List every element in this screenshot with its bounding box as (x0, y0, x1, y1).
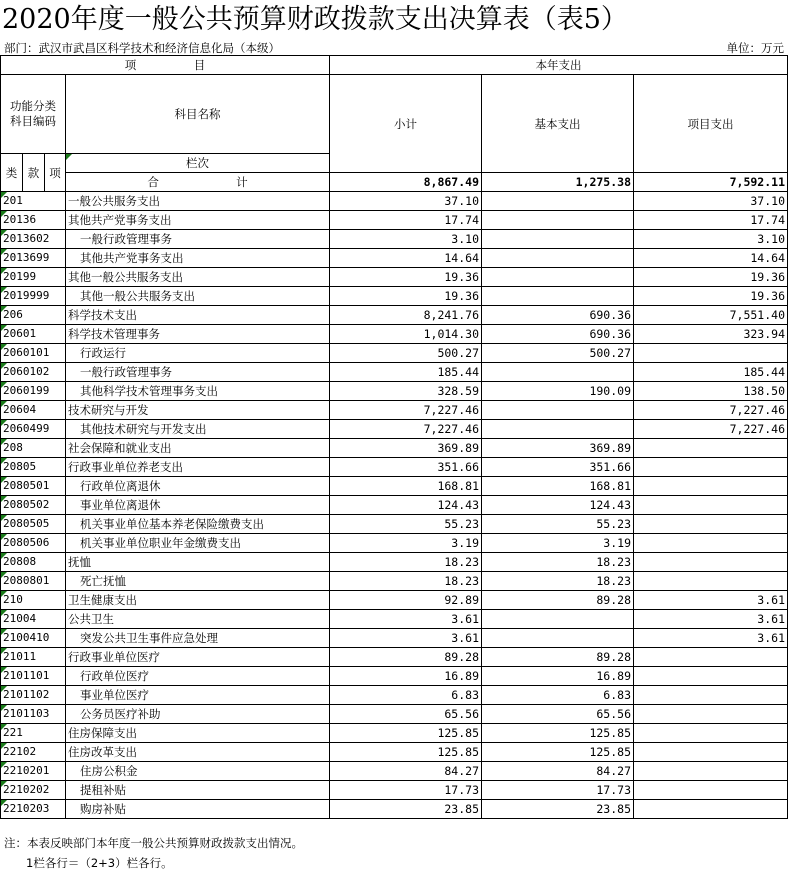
row-subject-name: 事业单位医疗 (66, 686, 330, 705)
row-subject-name: 突发公共卫生事件应急处理 (66, 629, 330, 648)
row-code: 21011 (1, 648, 66, 667)
table-row (1, 496, 788, 515)
row-basic (482, 230, 634, 249)
row-basic: 89.28 (482, 591, 634, 610)
header-function-code-line1: 功能分类 (10, 99, 56, 113)
row-basic: 500.27 (482, 344, 634, 363)
row-code: 20601 (1, 325, 66, 344)
row-subtotal: 125.85 (330, 724, 482, 743)
row-basic: 690.36 (482, 325, 634, 344)
row-subtotal: 19.36 (330, 268, 482, 287)
table-row (1, 249, 788, 268)
row-basic: 55.23 (482, 515, 634, 534)
header-current-year: 本年支出 (330, 56, 788, 75)
table-row (1, 306, 788, 325)
row-code: 208 (1, 439, 66, 458)
row-project (634, 534, 788, 553)
header-subject-name: 科目名称 (66, 75, 330, 154)
row-code: 2080501 (1, 477, 66, 496)
row-code: 2013602 (1, 230, 66, 249)
row-basic (482, 268, 634, 287)
row-project (634, 800, 788, 819)
table-row (1, 344, 788, 363)
row-subtotal: 8,241.76 (330, 306, 482, 325)
table-row (1, 287, 788, 306)
row-code: 2080801 (1, 572, 66, 591)
header-lei: 类 (1, 154, 23, 192)
total-subtotal: 8,867.49 (330, 173, 482, 192)
header-function-code (1, 75, 66, 154)
row-project: 3.61 (634, 591, 788, 610)
row-code: 20805 (1, 458, 66, 477)
table-row (1, 477, 788, 496)
row-subject-name: 机关事业单位职业年金缴费支出 (66, 534, 330, 553)
table-row (1, 211, 788, 230)
row-basic: 18.23 (482, 553, 634, 572)
row-project: 3.61 (634, 629, 788, 648)
row-subtotal: 23.85 (330, 800, 482, 819)
table-row (1, 610, 788, 629)
row-project: 19.36 (634, 268, 788, 287)
row-code: 221 (1, 724, 66, 743)
row-subject-name: 其他一般公共服务支出 (66, 287, 330, 306)
table-row (1, 363, 788, 382)
row-code: 2080506 (1, 534, 66, 553)
row-subtotal: 16.89 (330, 667, 482, 686)
table-row (1, 268, 788, 287)
row-subtotal: 6.83 (330, 686, 482, 705)
row-project (634, 724, 788, 743)
row-basic: 168.81 (482, 477, 634, 496)
row-subtotal: 7,227.46 (330, 420, 482, 439)
row-project: 37.10 (634, 192, 788, 211)
row-subject-name: 机关事业单位基本养老保险缴费支出 (66, 515, 330, 534)
table-row (1, 230, 788, 249)
row-project: 7,227.46 (634, 420, 788, 439)
table-row (1, 325, 788, 344)
header-kuan: 款 (23, 154, 45, 192)
row-subject-name: 住房改革支出 (66, 743, 330, 762)
table-row (1, 515, 788, 534)
table-row (1, 534, 788, 553)
row-subtotal: 7,227.46 (330, 401, 482, 420)
total-project: 7,592.11 (634, 173, 788, 192)
table-row (1, 382, 788, 401)
row-project: 3.10 (634, 230, 788, 249)
row-code: 20808 (1, 553, 66, 572)
row-subject-name: 社会保障和就业支出 (66, 439, 330, 458)
row-basic: 89.28 (482, 648, 634, 667)
header-lanci: 栏次 (66, 154, 330, 173)
row-subject-name: 公共卫生 (66, 610, 330, 629)
row-subtotal: 3.10 (330, 230, 482, 249)
row-code: 210 (1, 591, 66, 610)
table-row (1, 591, 788, 610)
row-project (634, 496, 788, 515)
row-code: 2060199 (1, 382, 66, 401)
total-basic: 1,275.38 (482, 173, 634, 192)
row-subject-name: 卫生健康支出 (66, 591, 330, 610)
row-subtotal: 17.73 (330, 781, 482, 800)
row-code: 20199 (1, 268, 66, 287)
row-subject-name: 行政事业单位医疗 (66, 648, 330, 667)
header-xiang: 项 (45, 154, 66, 192)
row-project: 7,551.40 (634, 306, 788, 325)
row-basic: 369.89 (482, 439, 634, 458)
row-code: 2080502 (1, 496, 66, 515)
row-subject-name: 其他科学技术管理事务支出 (66, 382, 330, 401)
row-subtotal: 369.89 (330, 439, 482, 458)
row-project (634, 572, 788, 591)
row-basic: 18.23 (482, 572, 634, 591)
row-basic: 125.85 (482, 724, 634, 743)
row-basic: 190.09 (482, 382, 634, 401)
table-row (1, 781, 788, 800)
page-title: 2020年度一般公共预算财政拨款支出决算表（表5） (2, 4, 628, 35)
row-subtotal: 84.27 (330, 762, 482, 781)
row-subject-name: 住房保障支出 (66, 724, 330, 743)
row-code: 2101101 (1, 667, 66, 686)
row-subject-name: 抚恤 (66, 553, 330, 572)
row-basic (482, 211, 634, 230)
department-label: 部门：武汉市武昌区科学技术和经济信息化局（本级） (4, 41, 280, 55)
row-project (634, 648, 788, 667)
row-code: 2210203 (1, 800, 66, 819)
row-project: 7,227.46 (634, 401, 788, 420)
row-basic: 351.66 (482, 458, 634, 477)
row-basic: 690.36 (482, 306, 634, 325)
row-project: 138.50 (634, 382, 788, 401)
row-basic: 6.83 (482, 686, 634, 705)
row-project (634, 743, 788, 762)
row-subtotal: 185.44 (330, 363, 482, 382)
row-subtotal: 3.19 (330, 534, 482, 553)
row-subject-name: 其他共产党事务支出 (66, 211, 330, 230)
table-body (1, 192, 788, 819)
note-line-1: 注：本表反映部门本年度一般公共预算财政拨款支出情况。 (4, 836, 303, 850)
table-row (1, 572, 788, 591)
row-subtotal: 351.66 (330, 458, 482, 477)
row-project (634, 781, 788, 800)
row-subject-name: 行政运行 (66, 344, 330, 363)
table-row (1, 458, 788, 477)
row-subtotal: 500.27 (330, 344, 482, 363)
header-basic: 基本支出 (482, 75, 634, 173)
row-basic (482, 420, 634, 439)
table-row (1, 667, 788, 686)
header-function-code-line2: 科目编码 (10, 114, 56, 128)
row-code: 206 (1, 306, 66, 325)
row-basic (482, 287, 634, 306)
row-subtotal: 92.89 (330, 591, 482, 610)
row-basic (482, 629, 634, 648)
row-project (634, 553, 788, 572)
row-subtotal: 18.23 (330, 553, 482, 572)
row-code: 2019999 (1, 287, 66, 306)
row-subject-name: 行政单位医疗 (66, 667, 330, 686)
row-project: 19.36 (634, 287, 788, 306)
row-code: 2060101 (1, 344, 66, 363)
row-project (634, 458, 788, 477)
row-subject-name: 死亡抚恤 (66, 572, 330, 591)
table-row (1, 705, 788, 724)
row-code: 2101102 (1, 686, 66, 705)
row-subtotal: 328.59 (330, 382, 482, 401)
row-project: 3.61 (634, 610, 788, 629)
row-subtotal: 125.85 (330, 743, 482, 762)
unit-label: 单位：万元 (726, 41, 784, 55)
row-subtotal: 19.36 (330, 287, 482, 306)
row-subtotal: 3.61 (330, 610, 482, 629)
table-row (1, 762, 788, 781)
row-basic: 65.56 (482, 705, 634, 724)
row-code: 2060499 (1, 420, 66, 439)
row-project (634, 515, 788, 534)
row-project (634, 705, 788, 724)
row-code: 2210201 (1, 762, 66, 781)
row-subtotal: 17.74 (330, 211, 482, 230)
header-project: 项目支出 (634, 75, 788, 173)
row-project (634, 667, 788, 686)
row-subtotal: 37.10 (330, 192, 482, 211)
row-project (634, 439, 788, 458)
row-subtotal: 124.43 (330, 496, 482, 515)
table-row (1, 743, 788, 762)
row-project: 14.64 (634, 249, 788, 268)
row-project: 323.94 (634, 325, 788, 344)
row-subject-name: 其他一般公共服务支出 (66, 268, 330, 287)
row-subject-name: 提租补贴 (66, 781, 330, 800)
table-row (1, 800, 788, 819)
row-code: 2210202 (1, 781, 66, 800)
total-label-b: 计 (236, 175, 248, 189)
row-subject-name: 一般行政管理事务 (66, 230, 330, 249)
row-code: 2080505 (1, 515, 66, 534)
row-project: 17.74 (634, 211, 788, 230)
row-project: 185.44 (634, 363, 788, 382)
row-code: 2100410 (1, 629, 66, 648)
row-subject-name: 科学技术管理事务 (66, 325, 330, 344)
row-subject-name: 科学技术支出 (66, 306, 330, 325)
expenditure-table (0, 55, 788, 819)
table-row (1, 553, 788, 572)
row-basic (482, 249, 634, 268)
row-basic (482, 610, 634, 629)
row-basic: 16.89 (482, 667, 634, 686)
row-code: 22102 (1, 743, 66, 762)
row-subject-name: 住房公积金 (66, 762, 330, 781)
header-item: 项 目 (1, 56, 330, 75)
total-label-a: 合 (147, 175, 159, 189)
header-subtotal: 小计 (330, 75, 482, 173)
table-row (1, 192, 788, 211)
row-code: 20604 (1, 401, 66, 420)
row-subtotal: 55.23 (330, 515, 482, 534)
row-basic: 23.85 (482, 800, 634, 819)
row-subtotal: 89.28 (330, 648, 482, 667)
row-subtotal: 1,014.30 (330, 325, 482, 344)
table-row (1, 629, 788, 648)
row-project (634, 344, 788, 363)
row-basic: 124.43 (482, 496, 634, 515)
row-code: 21004 (1, 610, 66, 629)
row-subtotal: 14.64 (330, 249, 482, 268)
row-subtotal: 65.56 (330, 705, 482, 724)
row-basic: 84.27 (482, 762, 634, 781)
row-subject-name: 其他技术研究与开发支出 (66, 420, 330, 439)
subheader (4, 41, 786, 55)
row-project (634, 477, 788, 496)
row-subject-name: 行政事业单位养老支出 (66, 458, 330, 477)
table-row (1, 724, 788, 743)
row-basic (482, 401, 634, 420)
row-basic (482, 363, 634, 382)
row-code: 2013699 (1, 249, 66, 268)
total-label (66, 173, 330, 192)
row-code: 2060102 (1, 363, 66, 382)
row-subtotal: 18.23 (330, 572, 482, 591)
table-row (1, 648, 788, 667)
row-subject-name: 事业单位离退休 (66, 496, 330, 515)
row-basic: 3.19 (482, 534, 634, 553)
table-row (1, 686, 788, 705)
row-subject-name: 行政单位离退休 (66, 477, 330, 496)
row-subject-name: 一般行政管理事务 (66, 363, 330, 382)
row-subtotal: 3.61 (330, 629, 482, 648)
row-basic: 125.85 (482, 743, 634, 762)
table-row (1, 420, 788, 439)
row-subject-name: 购房补贴 (66, 800, 330, 819)
row-code: 20136 (1, 211, 66, 230)
row-basic (482, 192, 634, 211)
row-basic: 17.73 (482, 781, 634, 800)
row-subject-name: 公务员医疗补助 (66, 705, 330, 724)
row-subject-name: 技术研究与开发 (66, 401, 330, 420)
table-row (1, 439, 788, 458)
note-line-2: 1栏各行＝（2+3）栏各行。 (26, 856, 173, 870)
row-subject-name: 其他共产党事务支出 (66, 249, 330, 268)
row-project (634, 686, 788, 705)
row-code: 2101103 (1, 705, 66, 724)
row-code: 201 (1, 192, 66, 211)
table-row (1, 401, 788, 420)
row-subtotal: 168.81 (330, 477, 482, 496)
row-project (634, 762, 788, 781)
row-subject-name: 一般公共服务支出 (66, 192, 330, 211)
